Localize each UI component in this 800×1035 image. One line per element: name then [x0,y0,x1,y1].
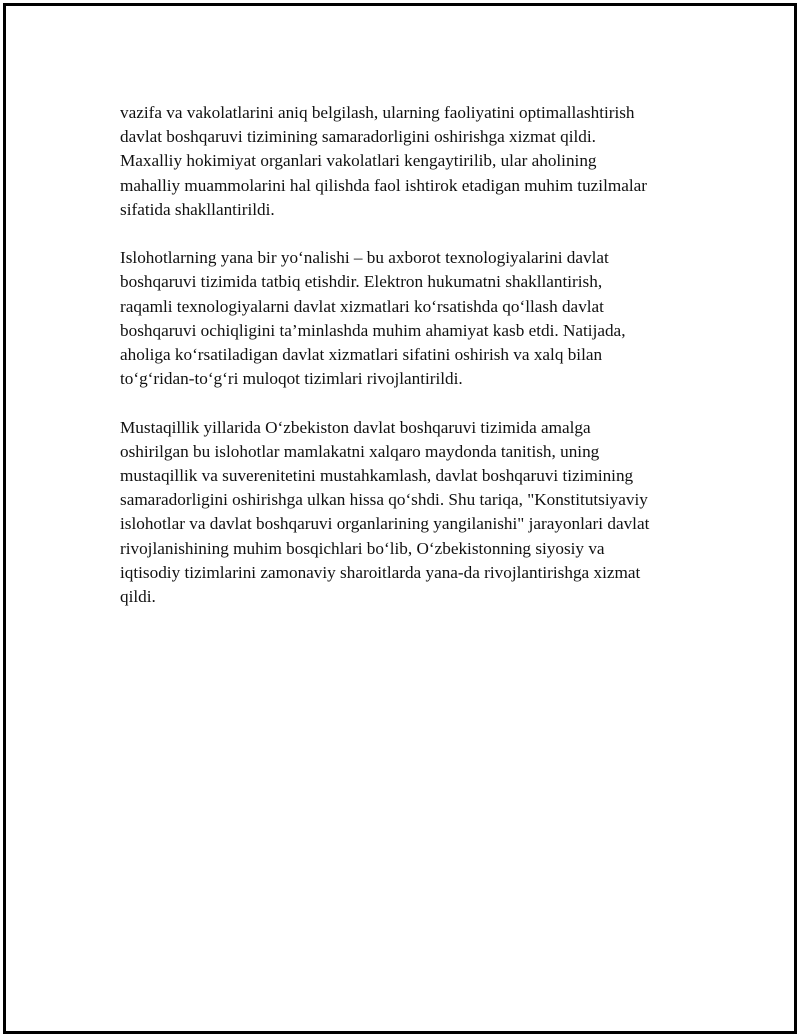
text-line: samaradorligini oshirishga ulkan hissa qo‘shdi. Shu tariqa, "Konstitutsiyaviy [120,490,648,510]
text-line: Mustaqillik yillarida O‘zbekiston davlat boshqaruvi tizimida amalga [120,417,591,437]
text-line: mahalliy muammolarini hal qilishda faol ishtirok etadigan muhim tuzilmalar [120,175,647,195]
text-line: vazifa va vakolatlarini aniq belgilash, ularning faoliyatini optimallashtirish [120,103,635,122]
paragraph-2 [120,246,700,391]
document-page [3,3,797,1034]
text-line: Islohotlarning yana bir yo‘nalishi – bu axborot texnologiyalarini davlat [120,248,609,268]
text-line: oshirilgan bu islohotlar mamlakatni xalqaro maydonda tanitish, uning [120,441,600,461]
text-line: davlat boshqaruvi tizimining samaradorligini oshirishga xizmat qildi. [120,127,596,147]
text-line: qildi. [120,587,156,607]
paragraph-1 [120,101,700,222]
text-line: to‘g‘ridan-to‘g‘ri muloqot tizimlari rivojlantirildi. [120,369,463,389]
text-line: rivojlanishining muhim bosqichlari bo‘lib, O‘zbekistonning siyosiy va [120,538,605,558]
text-line: iqtisodiy tizimlarini zamonaviy sharoitlarda yana-da rivojlantirishga xizmat [120,562,641,582]
text-line: Maxalliy hokimiyat organlari vakolatlari kengaytirilib, ular aholining [120,151,597,171]
page-content [120,101,700,633]
text-line: mustaqillik va suverenitetini mustahkamlash, davlat boshqaruvi tizimining [120,466,634,486]
text-line: boshqaruvi tizimida tatbiq etishdir. Elektron hukumatni shakllantirish, [120,272,603,292]
text-line: boshqaruvi ochiqligini ta’minlashda muhim ahamiyat kasb etdi. Natijada, [120,320,626,340]
text-line: aholiga ko‘rsatiladigan davlat xizmatlari sifatini oshirish va xalq bilan [120,345,603,365]
text-line: raqamli texnologiyalarni davlat xizmatlari ko‘rsatishda qo‘llash davlat [120,296,604,316]
text-line: islohotlar va davlat boshqaruvi organlarining yangilanishi" jarayonlari davlat [120,514,650,534]
text-line: sifatida shakllantirildi. [120,199,275,219]
paragraph-3 [120,416,700,610]
